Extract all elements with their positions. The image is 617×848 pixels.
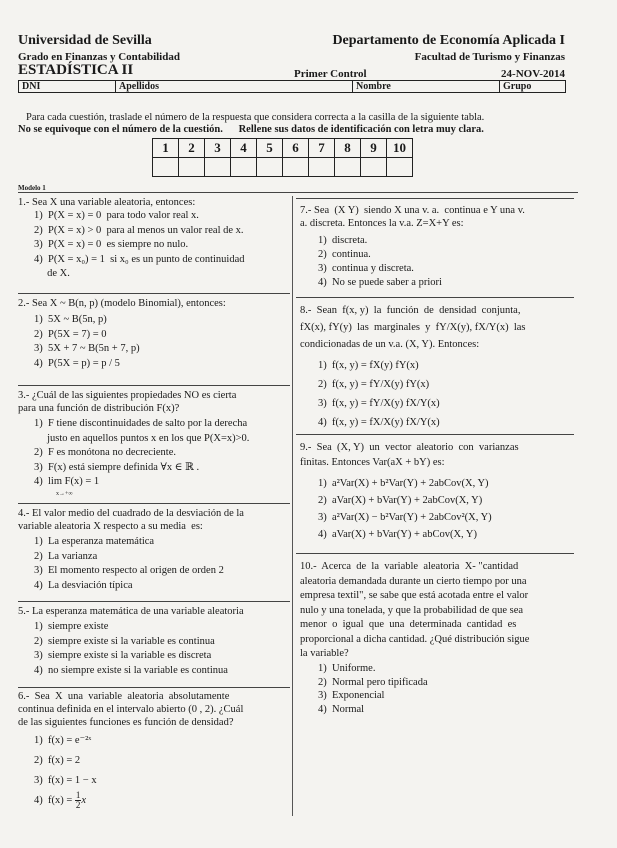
question-9-option[interactable]: 2) aVar(X) + bVar(Y) + 2abCov(X, Y) [318,495,483,506]
question-5-option[interactable]: 3) siempre existe si la variable es discreta [34,650,212,661]
question-10-option[interactable]: 2) Normal pero tipificada [318,676,428,688]
question-1 [18,196,195,209]
question-10-options [318,662,428,716]
question-8 [300,302,526,353]
question-2-option[interactable]: 3) 5X + 7 ~ B(5n + 7, p) [34,343,140,354]
question-9 [300,440,519,470]
question-2 [18,297,226,310]
nombre-field[interactable]: Nombre [353,81,500,93]
question-8-options [318,356,440,432]
question-8-option[interactable]: 2) f(x, y) = fY/X(y) fY(x) [318,379,430,390]
question-9-option[interactable]: 1) a²Var(X) + b²Var(Y) + 2abCov(X, Y) [318,478,489,489]
answer-header-7: 7 [309,139,335,158]
question-10-stem-line: nulo y una tonelada, y que la probabilidad de que sea [300,604,524,616]
question-10 [300,560,529,662]
question-3-stem-line: 3.- ¿Cuál de las siguientes propiedades NO es cierta [18,390,237,401]
answer-cell-3[interactable] [205,158,231,177]
question-8-option[interactable]: 1) f(x, y) = fX(y) fY(x) [318,360,419,371]
question-10-stem-line: la variable? [300,648,349,659]
question-4-option[interactable]: 4) La desviación típica [34,579,133,591]
question-10-option[interactable]: 1) Uniforme. [318,663,376,674]
answer-header-10: 10 [387,139,413,158]
question-9-option[interactable]: 3) a²Var(X) − b²Var(Y) + 2abCov²(X, Y) [318,512,492,523]
question-5-option[interactable]: 4) no siempre existe si la variable es continua [34,664,228,676]
question-7-option[interactable]: 3) continua y discreta. [318,263,414,274]
question-10-option[interactable]: 4) Normal [318,703,365,715]
question-4-stem-line: 4.- El valor medio del cuadrado de la desviación de la [18,508,244,519]
question-5-option[interactable]: 2) siempre existe si la variable es continua [34,635,215,647]
question-10-stem-line: 10.- Acerca de la variable aleatoria X- "cantidad [300,561,519,572]
answer-header-3: 3 [205,139,231,158]
answer-header-9: 9 [361,139,387,158]
question-1-options [34,209,244,282]
apellidos-field[interactable]: Apellidos [116,81,353,93]
grupo-field[interactable]: Grupo [500,81,566,93]
question-8-option[interactable]: 3) f(x, y) = fY/X(y) fX/Y(x) [318,398,440,409]
question-9-stem-line: 9.- Sea (X, Y) un vector aleatorio con varianzas [300,442,519,453]
question-7-option[interactable]: 4) No se puede saber a priori [318,277,442,288]
question-4-option[interactable]: 2) La varianza [34,550,98,562]
subject-title: ESTADÍSTICA II [18,62,134,78]
dni-field[interactable]: DNI [19,81,116,93]
question-8-option[interactable]: 4) f(x, y) = fX/X(y) fX/Y(x) [318,417,440,428]
question-6-stem-line: 6.- Sea X una variable aleatoria absolutamente [18,691,230,702]
university-name: Universidad de Sevilla [18,33,152,48]
question-6-option[interactable]: 3) f(x) = 1 − x [34,775,97,786]
faculty-name: Facultad de Turismo y Finanzas [414,51,565,63]
question-3-option[interactable]: justo en aquellos puntos x en los que P(X=x)>0. [34,432,250,444]
question-3-option[interactable]: 3) F(x) está siempre definida ∀x ∈ ℝ . [34,461,200,473]
question-9-option[interactable]: 4) aVar(X) + bVar(Y) + abCov(X, Y) [318,529,477,540]
instructions-line-1: Para cada cuestión, traslade el número de la respuesta que considera correcta a la casilla de la siguiente tabla. [26,112,485,123]
question-1-option[interactable]: 2) P(X = x) > 0 para al menos un valor real de x. [34,224,244,236]
identification-table [18,80,566,93]
question-5-options [34,620,228,678]
answer-header-2: 2 [179,139,205,158]
question-6 [18,690,243,729]
degree-name: Grado en Finanzas y Contabilidad [18,51,180,63]
question-3-option[interactable]: 2) F es monótona no decreciente. [34,447,176,458]
question-6-stem-line: continua definida en el intervalo abierto (0 , 2). ¿Cuál [18,704,244,715]
question-2-option[interactable]: 2) P(5X = 7) = 0 [34,328,107,340]
model-label: Modelo 1 [18,184,46,192]
question-6-options [34,731,97,811]
answer-cell-7[interactable] [309,158,335,177]
question-3 [18,389,236,415]
question-4 [18,507,244,533]
question-7-stem-line: a. discreta. Entonces la v.a. Z=X+Y es: [300,218,464,229]
question-3-stem-line: para una función de distribución F(x)? [18,403,180,414]
department-name: Departamento de Economía Aplicada I [332,33,565,48]
question-4-option[interactable]: 1) La esperanza matemática [34,536,155,547]
answer-header-8: 8 [335,139,361,158]
question-6-option[interactable]: 2) f(x) = 2 [34,755,81,766]
answer-cell-2[interactable] [179,158,205,177]
question-2-stem-line: 2.- Sea X ~ B(n, p) (modelo Binomial), entonces: [18,298,226,309]
question-1-stem-line: 1.- Sea X una variable aleatoria, entonces: [18,197,196,208]
question-6-option[interactable]: 4) f(x) = $\frac{1}{2}$ x [34,790,87,811]
question-4-options [34,535,224,593]
question-10-stem-line: menor o igual que una determinada cantidad es [300,619,517,630]
question-4-option[interactable]: 3) El momento respecto al origen de orden 2 [34,565,224,576]
answer-header-1: 1 [153,139,179,158]
question-5 [18,605,244,618]
answer-cell-8[interactable] [335,158,361,177]
fraction-one-half: $\frac{1}{2}$ [75,790,81,811]
question-5-option[interactable]: 1) siempre existe [34,621,109,632]
answer-cell-5[interactable] [257,158,283,177]
answer-grid [152,138,413,177]
question-8-stem-line: 8.- Sean f(x, y) la función de densidad conjunta, [300,305,521,316]
question-10-stem-line: empresa textil", se sabe que está acotada entre el valor [300,590,529,601]
question-7 [300,204,525,230]
question-2-option[interactable]: 4) P(5X = p) = p / 5 [34,357,120,369]
question-9-stem-line: finitas. Entonces Var(aX + bY) es: [300,457,445,468]
question-1-option[interactable]: 1) P(X = x) = 0 para todo valor real x. [34,210,199,221]
question-6-option[interactable]: 1) f(x) = e⁻²ˣ [34,735,92,746]
exam-name: Primer Control [294,68,367,80]
question-2-options [34,313,140,371]
question-10-stem-line: proporcional a dicha cantidad. ¿Qué distribución sigue [300,633,530,645]
question-5-stem-line: 5.- La esperanza matemática de una variable aleatoria [18,606,244,617]
question-1-option[interactable]: 4) P(X = x₀) = 1 si x₀ es un punto de continuidad [34,253,245,265]
question-8-stem-line: condicionadas de un v.a. (X, Y). Entonces: [300,339,480,350]
exam-date: 24-NOV-2014 [501,68,565,80]
question-9-options [318,475,492,543]
question-6-stem-line: de las siguientes funciones es función de densidad? [18,717,234,728]
question-1-option[interactable]: 3) P(X = x) = 0 es siempre no nulo. [34,239,189,250]
question-10-stem-line: aleatoria demandada durante un cierto tiempo por una [300,575,527,587]
question-10-option[interactable]: 3) Exponencial [318,690,385,701]
limit-subscript: x→+∞ [56,491,73,497]
answer-cell-9[interactable] [361,158,387,177]
answer-cell-4[interactable] [231,158,257,177]
question-3-option[interactable]: 1) F tiene discontinuidades de salto por la derecha [34,418,248,429]
question-1-option[interactable]: de X. [34,268,70,279]
question-7-options [318,234,442,290]
question-7-option[interactable]: 2) continua. [318,249,371,260]
instructions-line-2: No se equivoque con el número de la cuestión. Rellene sus datos de identificación con letra muy clara. [18,124,484,135]
question-2-option[interactable]: 1) 5X ~ B(5n, p) [34,314,107,325]
answer-header-4: 4 [231,139,257,158]
question-4-stem-line: variable aleatoria X respecto a su media es: [18,521,203,532]
question-3-option[interactable]: 4) lim F(x) = 1 x→+∞ [34,475,249,490]
answer-header-6: 6 [283,139,309,158]
answer-header-5: 5 [257,139,283,158]
question-8-stem-line: fX(x), fY(y) las marginales y fY/X(y), fX/Y(x) las [300,322,526,333]
question-7-option[interactable]: 1) discreta. [318,235,368,246]
question-7-stem-line: 7.- Sea (X Y) siendo X una v. a. continua e Y una v. [300,205,525,216]
answer-cell-10[interactable] [387,158,413,177]
question-3-options [34,417,250,497]
answer-cell-1[interactable] [153,158,179,177]
answer-cell-6[interactable] [283,158,309,177]
